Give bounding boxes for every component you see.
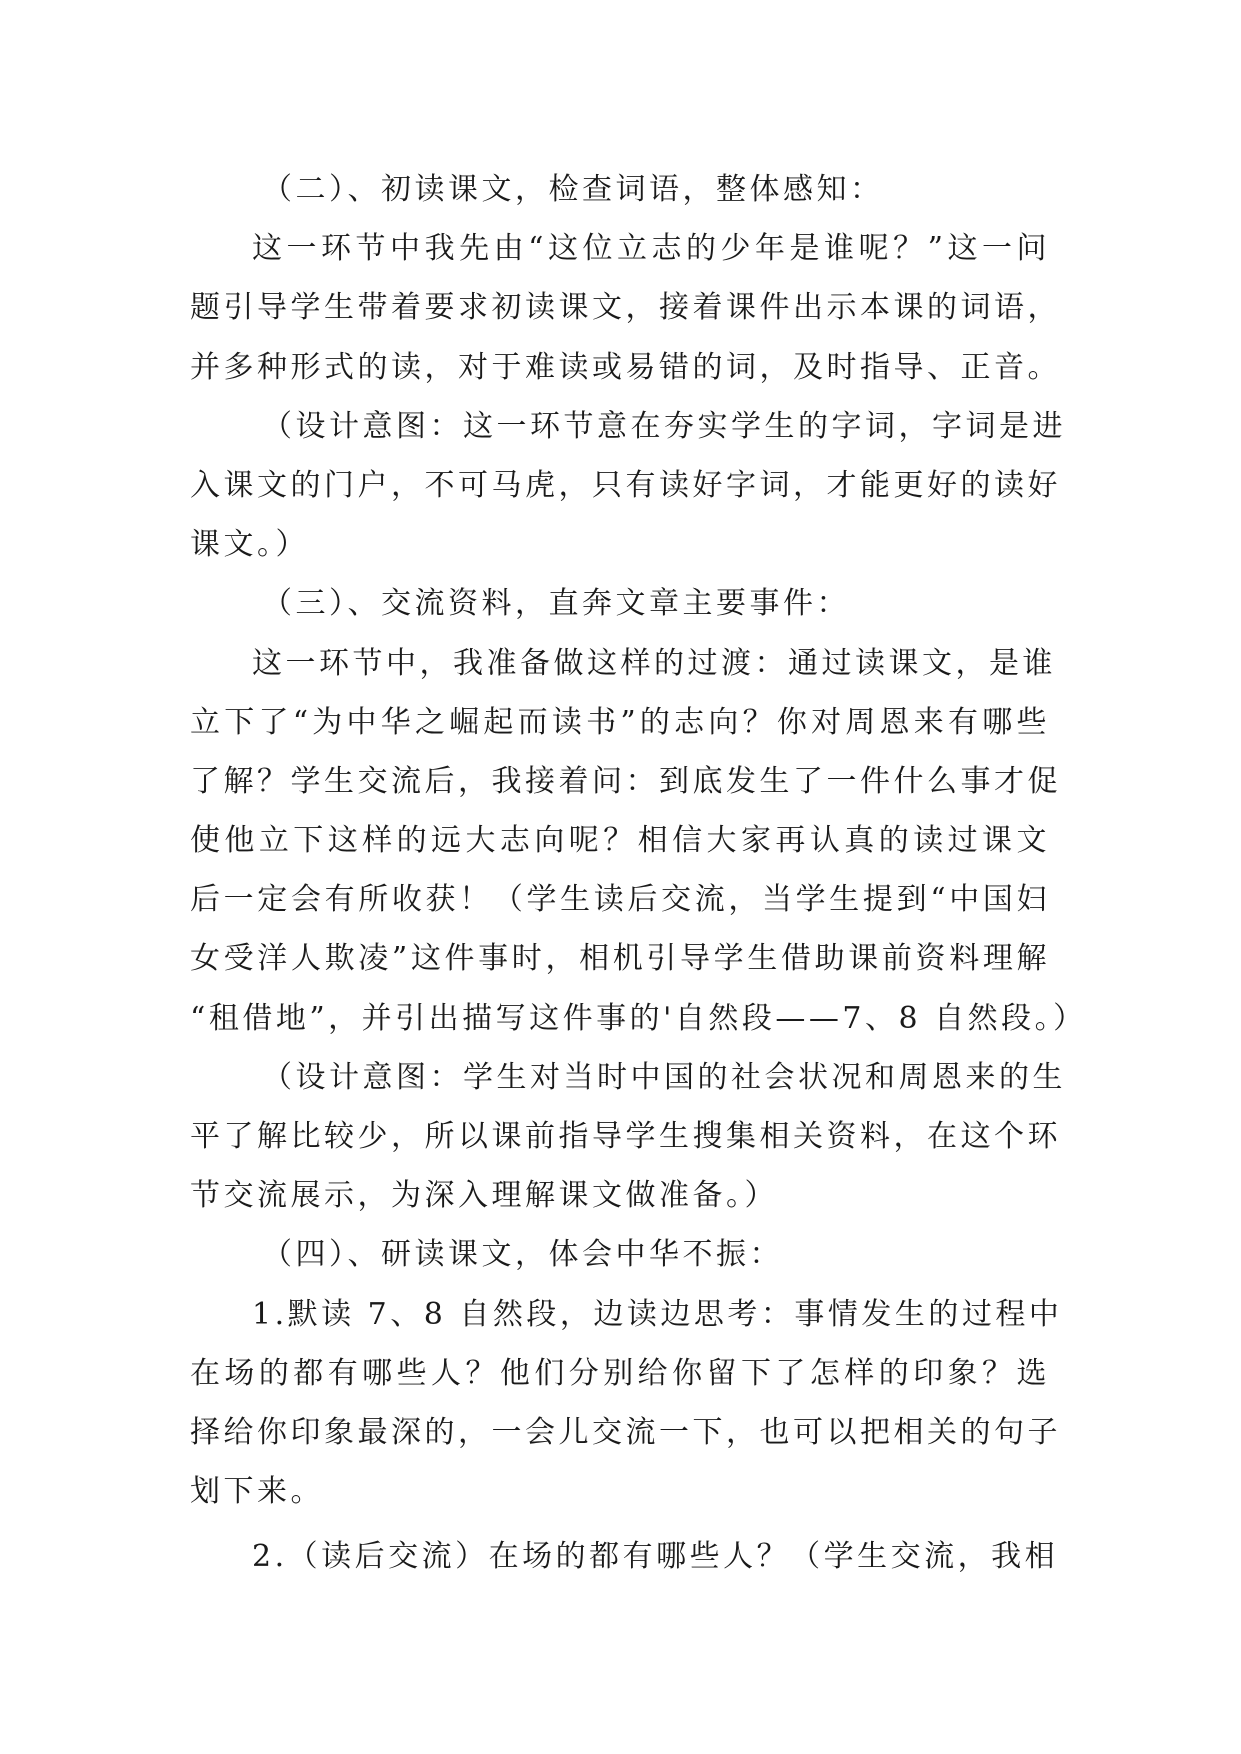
paragraph-line: （设计意图：学生对当时中国的社会状况和周恩来的生 [262,1059,1066,1095]
list-item-line: 在场的都有哪些人？他们分别给你留下了怎样的印象？选 [190,1355,1050,1391]
list-item-line: 2.（读后交流）在场的都有哪些人？（学生交流，我相 [252,1539,1059,1575]
list-item-line: 择给你印象最深的，一会儿交流一下，也可以把相关的句子 [190,1414,1061,1450]
section-heading-4: （四）、研读课文，体会中华不振： [262,1237,783,1273]
paragraph-line: 并多种形式的读，对于难读或易错的词，及时指导、正音。 [190,349,1061,385]
list-item-line: 划下来。 [190,1474,324,1510]
paragraph-line: 入课文的门户，不可马虎，只有读好字词，才能更好的读好 [190,467,1061,503]
paragraph-line: “租借地”，并引出描写这件事的'自然段——7、8 自然段。） [190,1000,1087,1036]
document-body [190,160,1087,1587]
list-item-line: 1.默读 7、8 自然段，边读边思考：事情发生的过程中 [252,1296,1063,1332]
paragraph-line: 题引导学生带着要求初读课文，接着课件出示本课的词语， [190,290,1061,326]
paragraph-line: 课文。） [190,527,309,563]
paragraph-line: 平了解比较少，所以课前指导学生搜集相关资料，在这个环 [190,1119,1061,1154]
paragraph-line: 这一环节中，我准备做这样的过渡：通过读课文，是谁 [252,645,1056,681]
paragraph-line: 立下了“为中华之崛起而读书”的志向？你对周恩来有哪些 [190,704,1050,740]
section-heading-3: （三）、交流资料，直奔文章主要事件： [262,586,850,622]
paragraph-line: 后一定会有所收获！（学生读后交流，当学生提到“中国妇 [190,882,1050,918]
section-heading-2: （二）、初读课文，检查词语，整体感知： [262,172,884,207]
paragraph-line: 这一环节中我先由“这位立志的少年是谁呢？”这一问 [252,231,1050,267]
paragraph-line: （设计意图：这一环节意在夯实学生的字词，字词是进 [262,408,1066,444]
paragraph-line: 节交流展示，为深入理解课文做准备。） [190,1178,778,1214]
paragraph-line: 使他立下这样的远大志向呢？相信大家再认真的读过课文 [190,823,1050,859]
paragraph-line: 了解？学生交流后，我接着问：到底发生了一件什么事才促 [190,763,1061,799]
paragraph-line: 女受洋人欺凌”这件事时，相机引导学生借助课前资料理解 [190,941,1050,977]
